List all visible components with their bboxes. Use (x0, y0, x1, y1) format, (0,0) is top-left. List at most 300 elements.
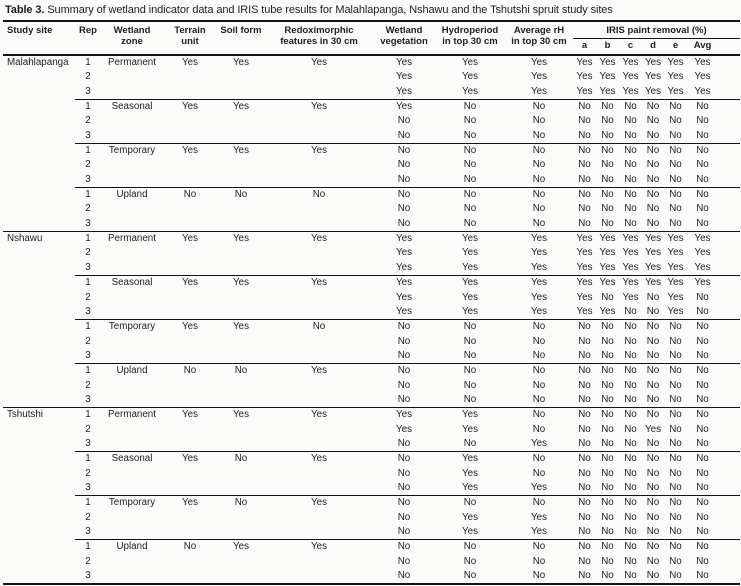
cell-redoximorphic: Yes (265, 408, 373, 423)
cell-iris-c: No (619, 188, 642, 203)
cell-study-site (3, 481, 75, 496)
cell-study-site (3, 393, 75, 408)
cell-spacer (718, 525, 740, 540)
cell-iris-a: Yes (573, 232, 596, 247)
col-header-redoximorphic: Redoximorphic features in 30 cm (265, 21, 373, 55)
table-header (3, 21, 740, 55)
cell-iris-e: No (669, 555, 682, 567)
cell-wetland-zone: Temporary (101, 496, 163, 511)
cell-hydroperiod: No (463, 115, 477, 127)
wetland-indicator-table (3, 20, 740, 585)
cell-redoximorphic (265, 129, 373, 144)
cell-spacer (718, 144, 740, 159)
cell-iris-avg: No (696, 393, 709, 405)
cell-iris-a: Yes (576, 57, 593, 68)
cell-iris-e: No (669, 335, 682, 347)
cell-soil-form (217, 70, 265, 84)
cell-iris-b: No (601, 555, 614, 567)
cell-soil-form (217, 467, 265, 481)
cell-hydroperiod: Yes (435, 452, 505, 467)
cell-wetland-zone (101, 129, 163, 144)
table-row (3, 555, 740, 569)
cell-spacer (718, 291, 740, 305)
cell-iris-d: No (646, 467, 660, 479)
cell-average-rh: No (532, 379, 546, 391)
cell-spacer (718, 114, 740, 128)
cell-terrain-unit (163, 555, 217, 569)
cell-iris-d: No (642, 496, 664, 511)
cell-iris-b: No (601, 423, 614, 435)
cell-rep: 3 (85, 85, 91, 97)
cell-study-site (3, 364, 75, 379)
cell-wetland-vegetation: Yes (396, 261, 412, 273)
cell-wetland-zone: Upland (101, 188, 163, 203)
cell-study-site (3, 188, 75, 203)
cell-iris-b: No (601, 159, 614, 171)
cell-iris-b: No (601, 335, 614, 347)
table-row (3, 437, 740, 452)
table-row (3, 276, 740, 291)
cell-average-rh: No (532, 217, 546, 229)
cell-iris-e: No (669, 481, 682, 493)
cell-spacer (718, 158, 740, 172)
table-row (3, 496, 740, 511)
cell-average-rh: Yes (531, 247, 547, 259)
cell-iris-avg: Yes (687, 232, 718, 247)
cell-iris-e: No (664, 364, 687, 379)
cell-wetland-vegetation: No (397, 481, 411, 493)
cell-rep: 3 (85, 393, 91, 405)
cell-rep: 1 (75, 408, 101, 423)
cell-iris-c: No (619, 540, 642, 555)
cell-rep: 2 (85, 71, 91, 83)
col-header-iris-d: d (642, 39, 664, 56)
cell-terrain-unit (163, 158, 217, 172)
cell-wetland-zone (101, 555, 163, 569)
cell-spacer (718, 408, 740, 423)
table-row (3, 349, 740, 364)
cell-iris-e: Yes (667, 57, 684, 68)
col-header-iris-a: a (573, 39, 596, 56)
cell-iris-e: Yes (667, 305, 684, 317)
cell-study-site (3, 349, 75, 364)
cell-iris-avg: No (696, 335, 709, 347)
cell-study-site (3, 452, 75, 467)
cell-iris-c: No (624, 129, 637, 141)
cell-wetland-vegetation: Yes (396, 85, 412, 97)
cell-spacer (718, 569, 740, 584)
col-header-iris-e: e (664, 39, 687, 56)
table-row (3, 393, 740, 408)
col-header-iris-avg: Avg (687, 39, 718, 56)
cell-iris-a: Yes (576, 291, 593, 303)
cell-soil-form (217, 393, 265, 408)
cell-rep: 3 (85, 173, 91, 185)
cell-iris-d: No (646, 129, 660, 141)
cell-iris-a: No (578, 526, 591, 537)
cell-rep: 1 (75, 452, 101, 467)
cell-iris-a: No (578, 423, 591, 435)
cell-iris-c: No (624, 159, 637, 171)
cell-hydroperiod: Yes (462, 291, 478, 303)
cell-iris-b: Yes (599, 71, 616, 83)
col-header-wetland-vegetation: Wetland vegetation (373, 21, 435, 55)
cell-rep: 2 (85, 423, 91, 435)
cell-wetland-zone (101, 511, 163, 525)
table-row (3, 70, 740, 84)
cell-spacer (718, 423, 740, 437)
cell-rep: 2 (85, 291, 91, 303)
cell-rep: 1 (75, 276, 101, 291)
cell-iris-e: No (664, 540, 687, 555)
cell-wetland-vegetation: Yes (396, 291, 412, 303)
cell-iris-d: No (646, 437, 660, 449)
cell-wetland-vegetation: No (397, 115, 411, 127)
cell-wetland-zone: Upland (101, 364, 163, 379)
cell-iris-b: No (601, 570, 614, 582)
cell-iris-avg: No (687, 364, 718, 379)
cell-iris-d: No (646, 305, 660, 317)
cell-iris-e: No (669, 511, 682, 523)
table-row (3, 100, 740, 115)
cell-average-rh: No (532, 335, 546, 347)
cell-soil-form (217, 114, 265, 128)
cell-iris-d: No (646, 173, 660, 185)
cell-iris-c: Yes (622, 57, 639, 68)
cell-rep: 2 (85, 555, 91, 567)
cell-redoximorphic (265, 246, 373, 260)
cell-rep: 3 (85, 526, 91, 537)
cell-spacer (718, 173, 740, 188)
cell-average-rh: Yes (505, 232, 573, 247)
cell-iris-b: No (601, 467, 614, 479)
cell-wetland-vegetation: No (373, 496, 435, 511)
cell-soil-form: Yes (217, 100, 265, 115)
header-row-main (3, 21, 740, 39)
cell-iris-avg: Yes (694, 57, 711, 68)
cell-hydroperiod: No (463, 570, 477, 582)
table-row (3, 320, 740, 335)
table-row (3, 291, 740, 305)
cell-average-rh: No (532, 570, 546, 582)
cell-iris-a: No (578, 467, 591, 479)
cell-terrain-unit (163, 85, 217, 100)
cell-average-rh: No (505, 452, 573, 467)
cell-iris-avg: No (696, 217, 709, 229)
cell-redoximorphic: Yes (265, 540, 373, 555)
cell-iris-c: No (624, 115, 637, 127)
cell-spacer (718, 511, 740, 525)
cell-iris-avg: No (696, 423, 709, 435)
cell-spacer (718, 129, 740, 144)
cell-iris-a: No (573, 496, 596, 511)
cell-spacer (718, 364, 740, 379)
cell-terrain-unit: No (163, 540, 217, 555)
col-header-iris-b: b (596, 39, 619, 56)
cell-study-site (3, 496, 75, 511)
cell-iris-avg: No (687, 100, 718, 115)
cell-rep: 2 (85, 379, 91, 391)
cell-iris-d: No (646, 159, 660, 171)
cell-study-site (3, 525, 75, 540)
cell-redoximorphic (265, 423, 373, 437)
cell-spacer (718, 70, 740, 84)
cell-iris-d: No (646, 335, 660, 347)
cell-iris-d: Yes (642, 276, 664, 291)
cell-iris-d: No (646, 349, 660, 361)
cell-terrain-unit (163, 569, 217, 584)
cell-iris-b: No (596, 364, 619, 379)
cell-hydroperiod: Yes (462, 423, 478, 435)
cell-iris-avg: No (687, 408, 718, 423)
cell-wetland-vegetation: No (373, 320, 435, 335)
cell-iris-avg: Yes (694, 71, 711, 83)
cell-redoximorphic: Yes (311, 57, 327, 68)
cell-study-site (3, 569, 75, 584)
cell-average-rh: Yes (531, 71, 547, 83)
cell-hydroperiod: Yes (462, 85, 478, 97)
cell-average-rh: No (505, 496, 573, 511)
cell-spacer (718, 467, 740, 481)
cell-terrain-unit (163, 467, 217, 481)
cell-hydroperiod: No (463, 379, 477, 391)
table-row (3, 217, 740, 232)
cell-iris-b: Yes (599, 247, 616, 259)
cell-rep: 1 (75, 188, 101, 203)
cell-soil-form (217, 423, 265, 437)
cell-terrain-unit: Yes (163, 320, 217, 335)
cell-iris-a: No (578, 393, 591, 405)
cell-iris-d: Yes (645, 247, 661, 259)
cell-study-site (3, 467, 75, 481)
cell-iris-a: No (578, 481, 591, 493)
cell-wetland-zone (101, 217, 163, 232)
table-row (3, 540, 740, 555)
cell-iris-b: Yes (599, 57, 616, 68)
cell-study-site (3, 555, 75, 569)
cell-study-site (3, 540, 75, 555)
cell-average-rh: No (505, 364, 573, 379)
cell-study-site (3, 85, 75, 100)
cell-spacer (718, 555, 740, 569)
cell-study-site (3, 129, 75, 144)
cell-iris-avg: No (696, 173, 709, 185)
cell-rep: 2 (85, 467, 91, 479)
cell-study-site (3, 217, 75, 232)
cell-terrain-unit: Yes (163, 144, 217, 159)
cell-soil-form (217, 85, 265, 100)
table-row (3, 202, 740, 216)
cell-study-site (3, 511, 75, 525)
cell-average-rh: No (532, 115, 546, 127)
cell-redoximorphic: Yes (265, 144, 373, 159)
col-header-terrain-unit: Terrain unit (163, 21, 217, 55)
cell-redoximorphic (265, 305, 373, 320)
cell-iris-c: No (619, 144, 642, 159)
cell-iris-e: No (664, 144, 687, 159)
cell-iris-e: No (669, 526, 682, 537)
cell-redoximorphic (265, 173, 373, 188)
cell-iris-avg: No (696, 511, 709, 523)
cell-iris-c: No (624, 217, 637, 229)
cell-study-site (3, 379, 75, 393)
cell-iris-b: No (601, 115, 614, 127)
cell-redoximorphic: Yes (265, 496, 373, 511)
cell-redoximorphic: Yes (265, 364, 373, 379)
cell-spacer (718, 305, 740, 320)
cell-terrain-unit (163, 437, 217, 452)
cell-soil-form (217, 202, 265, 216)
cell-iris-d: No (646, 570, 660, 582)
cell-iris-a: No (578, 379, 591, 391)
cell-iris-avg: No (696, 115, 709, 127)
cell-iris-b: No (601, 526, 614, 537)
cell-redoximorphic: Yes (265, 276, 373, 291)
cell-iris-c: No (619, 364, 642, 379)
cell-rep: 2 (85, 203, 91, 215)
cell-hydroperiod: Yes (462, 511, 478, 523)
cell-rep: 3 (85, 437, 91, 449)
cell-hydroperiod: No (463, 393, 477, 405)
cell-study-site (3, 437, 75, 452)
cell-iris-e: No (669, 159, 682, 171)
cell-hydroperiod: No (463, 555, 477, 567)
cell-terrain-unit: Yes (163, 100, 217, 115)
cell-iris-avg: No (696, 203, 709, 215)
cell-average-rh: No (505, 100, 573, 115)
cell-iris-d: No (642, 452, 664, 467)
cell-iris-avg: No (696, 305, 709, 317)
cell-wetland-zone (101, 70, 163, 84)
cell-iris-a: No (578, 203, 591, 215)
cell-soil-form (217, 246, 265, 260)
cell-wetland-vegetation: No (397, 217, 411, 229)
cell-wetland-zone (101, 305, 163, 320)
cell-iris-e: No (669, 349, 682, 361)
col-header-hydroperiod: Hydroperiod in top 30 cm (435, 21, 505, 55)
cell-redoximorphic: Yes (265, 452, 373, 467)
cell-iris-d: Yes (645, 423, 661, 435)
col-header-iris-group: IRIS paint removal (%) (573, 21, 740, 39)
table-caption-label: Table 3. (5, 4, 45, 16)
cell-average-rh: No (532, 203, 546, 215)
cell-study-site (3, 320, 75, 335)
cell-iris-c: No (624, 511, 637, 523)
cell-study-site (3, 173, 75, 188)
cell-terrain-unit (163, 349, 217, 364)
cell-wetland-zone (101, 525, 163, 540)
cell-terrain-unit (163, 291, 217, 305)
cell-terrain-unit: No (163, 188, 217, 203)
cell-iris-b: No (601, 349, 614, 361)
cell-redoximorphic (265, 349, 373, 364)
cell-iris-e: No (669, 203, 682, 215)
cell-iris-c: No (619, 452, 642, 467)
cell-rep: 2 (85, 335, 91, 347)
cell-rep: 1 (75, 320, 101, 335)
cell-wetland-zone: Upland (101, 540, 163, 555)
cell-iris-e: No (669, 570, 682, 582)
cell-iris-a: No (578, 437, 591, 449)
cell-rep: 1 (75, 496, 101, 511)
table-row (3, 408, 740, 423)
cell-iris-c: Yes (622, 71, 639, 83)
table-row (3, 423, 740, 437)
cell-terrain-unit (163, 379, 217, 393)
cell-rep: 3 (85, 129, 91, 141)
table-row (3, 232, 740, 247)
cell-wetland-vegetation: No (397, 526, 411, 537)
cell-soil-form (217, 511, 265, 525)
cell-wetland-vegetation: Yes (373, 100, 435, 115)
cell-study-site (3, 70, 75, 84)
cell-iris-d: Yes (645, 261, 661, 273)
cell-wetland-vegetation: No (373, 364, 435, 379)
cell-soil-form (217, 173, 265, 188)
cell-hydroperiod: Yes (435, 232, 505, 247)
cell-iris-avg: No (696, 379, 709, 391)
cell-wetland-vegetation: No (373, 188, 435, 203)
cell-iris-b: No (601, 393, 614, 405)
cell-wetland-zone (101, 437, 163, 452)
cell-wetland-vegetation: Yes (396, 57, 412, 68)
cell-hydroperiod: No (463, 349, 477, 361)
cell-hydroperiod: Yes (435, 276, 505, 291)
cell-iris-a: No (573, 144, 596, 159)
cell-soil-form: Yes (217, 144, 265, 159)
cell-iris-e: No (664, 320, 687, 335)
cell-wetland-zone (101, 114, 163, 128)
cell-iris-e: No (669, 217, 682, 229)
cell-iris-b: Yes (599, 305, 616, 317)
cell-iris-b: No (596, 144, 619, 159)
cell-iris-d: No (642, 364, 664, 379)
cell-soil-form (217, 261, 265, 276)
cell-iris-e: No (669, 437, 682, 449)
table-row (3, 379, 740, 393)
cell-terrain-unit (163, 335, 217, 349)
cell-terrain-unit: No (163, 364, 217, 379)
table-caption-text: Summary of wetland indicator data and IRIS tube results for Malahlapanga, Nshawu and the Tshutshi spruit study sites (47, 4, 613, 16)
cell-iris-avg: No (687, 452, 718, 467)
cell-wetland-zone (101, 393, 163, 408)
cell-iris-a: No (573, 408, 596, 423)
cell-soil-form: Yes (217, 408, 265, 423)
cell-soil-form: Yes (217, 320, 265, 335)
cell-iris-b: Yes (596, 276, 619, 291)
cell-iris-d: Yes (642, 232, 664, 247)
cell-iris-b: No (601, 481, 614, 493)
cell-redoximorphic (265, 379, 373, 393)
cell-iris-d: No (642, 100, 664, 115)
cell-study-site (3, 114, 75, 128)
cell-study-site: Nshawu (3, 232, 75, 247)
cell-wetland-vegetation: No (373, 452, 435, 467)
table-row (3, 511, 740, 525)
cell-iris-c: No (619, 320, 642, 335)
cell-terrain-unit (163, 525, 217, 540)
cell-iris-a: Yes (576, 247, 593, 259)
col-header-wetland-zone: Wetland zone (101, 21, 163, 55)
cell-rep: 2 (85, 511, 91, 523)
table-row (3, 569, 740, 584)
cell-hydroperiod: Yes (462, 261, 478, 273)
cell-iris-a: Yes (573, 276, 596, 291)
cell-iris-e: No (669, 393, 682, 405)
col-header-average-rh: Average rH in top 30 cm (505, 21, 573, 55)
cell-iris-a: No (578, 511, 591, 523)
cell-iris-b: No (596, 452, 619, 467)
